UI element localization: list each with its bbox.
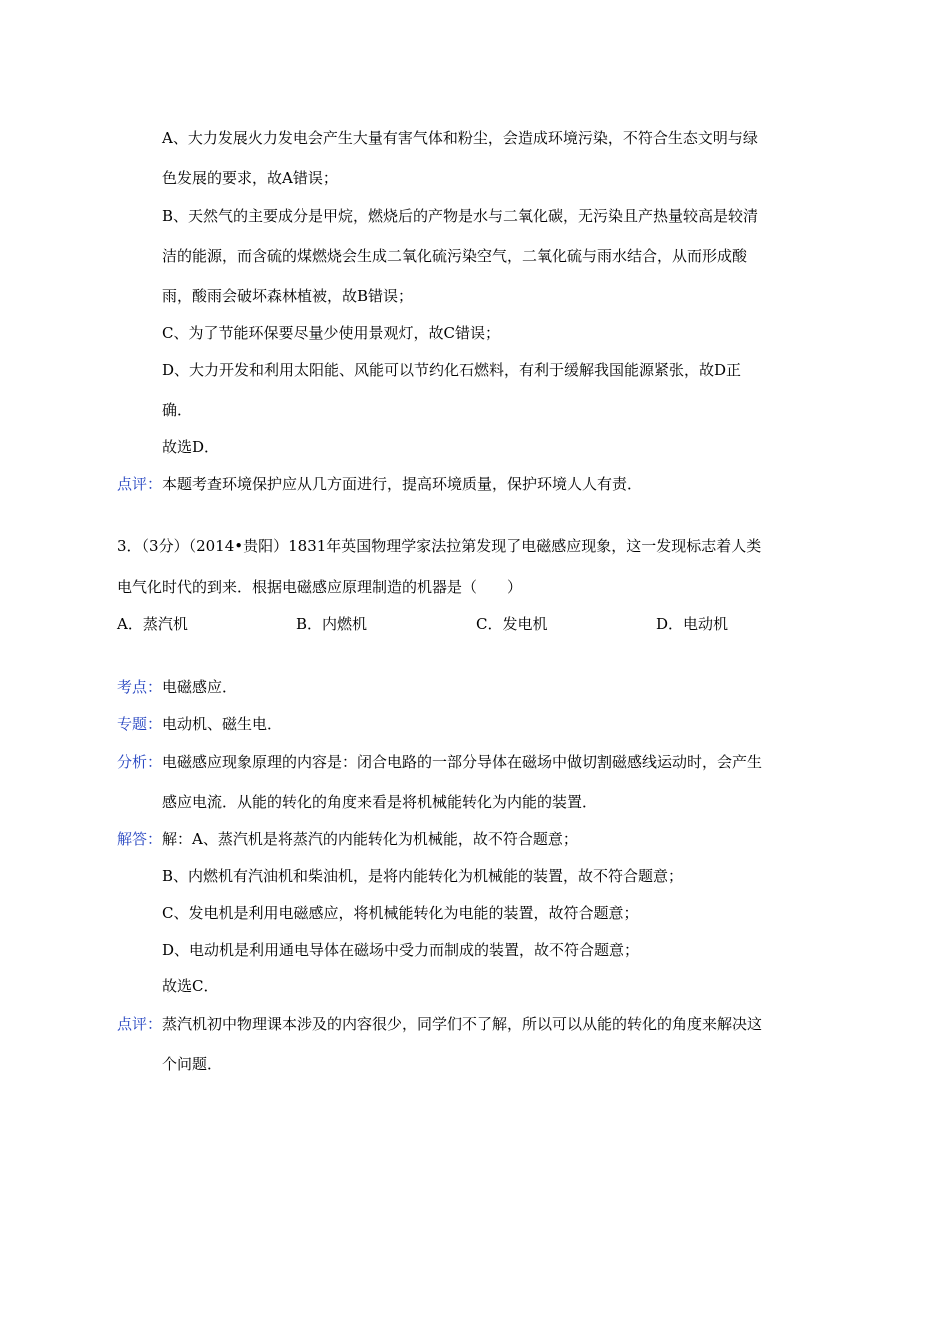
fenxi-text-line2: 感应电流．从能的转化的角度来看是将机械能转化为内能的装置． bbox=[162, 793, 598, 811]
solution-d-line1: D、大力开发和利用太阳能、风能可以节约化石燃料，有利于缓解我国能源紧张，故D正 bbox=[162, 361, 742, 379]
comment-row bbox=[117, 474, 642, 494]
jieda-c: C、发电机是利用电磁感应，将机械能转化为电能的装置，故符合题意； bbox=[162, 904, 639, 922]
comment-label: 点评： bbox=[117, 475, 163, 493]
solution-c-line: C、为了节能环保要尽量少使用景观灯，故C错误； bbox=[162, 324, 500, 342]
kaodian-row bbox=[117, 677, 237, 697]
comment-text: 本题考查环境保护应从几方面进行，提高环境质量，保护环境人人有责． bbox=[162, 475, 643, 493]
solution-b-line3: 雨，酸雨会破坏森林植被，故B错误； bbox=[162, 287, 414, 305]
question3-line1: 3．（3分）（2014•贵阳）1831年英国物理学家法拉第发现了电磁感应现象，这一发现标志着人类 bbox=[117, 537, 762, 555]
jieda-label: 解答： bbox=[117, 830, 163, 848]
jieda-line1: 解：A、蒸汽机是将蒸汽的内能转化为机械能，故不符合题意； bbox=[162, 830, 578, 848]
solution-b-line1: B、天然气的主要成分是甲烷，燃烧后的产物是水与二氧化碳，无污染且产热量较高是较清 bbox=[162, 207, 759, 225]
fenxi-label: 分析： bbox=[117, 753, 163, 771]
solution-d-line2: 确． bbox=[162, 401, 193, 419]
dianping-line1: 蒸汽机初中物理课本涉及的内容很少，同学们不了解，所以可以从能的转化的角度来解决这 bbox=[162, 1015, 763, 1033]
jieda-row bbox=[117, 829, 578, 849]
kaodian-label: 考点： bbox=[117, 678, 163, 696]
zhuanti-text: 电动机、磁生电． bbox=[162, 715, 283, 733]
jieda-b: B、内燃机有汽油机和柴油机，是将内能转化为机械能的装置，故不符合题意； bbox=[162, 867, 684, 885]
solution-answer: 故选D． bbox=[162, 438, 220, 456]
solution-a-line1: A、大力发展火力发电会产生大量有害气体和粉尘，会造成环境污染，不符合生态文明与绿 bbox=[162, 129, 758, 147]
solution-a-line2: 色发展的要求，故A错误； bbox=[162, 169, 338, 187]
zhuanti-row bbox=[117, 714, 282, 734]
jieda-answer: 故选C． bbox=[162, 977, 219, 995]
jieda-d: D、电动机是利用通电导体在磁场中受力而制成的装置，故不符合题意； bbox=[162, 941, 640, 959]
option-a: A．蒸汽机 bbox=[117, 615, 188, 633]
question3-line2: 电气化时代的到来．根据电磁感应原理制造的机器是（ ） bbox=[117, 578, 523, 596]
option-c: C．发电机 bbox=[476, 615, 548, 633]
fenxi-text-line1: 电磁感应现象原理的内容是：闭合电路的一部分导体在磁场中做切割磁感线运动时，会产生 bbox=[162, 753, 763, 771]
dianping-line2: 个问题． bbox=[162, 1055, 223, 1073]
solution-b-line2: 洁的能源，而含硫的煤燃烧会生成二氧化硫污染空气，二氧化硫与雨水结合，从而形成酸 bbox=[162, 247, 748, 265]
fenxi-row bbox=[117, 752, 762, 772]
zhuanti-label: 专题： bbox=[117, 715, 163, 733]
dianping-row bbox=[117, 1014, 762, 1034]
option-b: B．内燃机 bbox=[296, 615, 368, 633]
dianping-label: 点评： bbox=[117, 1015, 163, 1033]
kaodian-text: 电磁感应． bbox=[162, 678, 238, 696]
option-d: D．电动机 bbox=[656, 615, 729, 633]
